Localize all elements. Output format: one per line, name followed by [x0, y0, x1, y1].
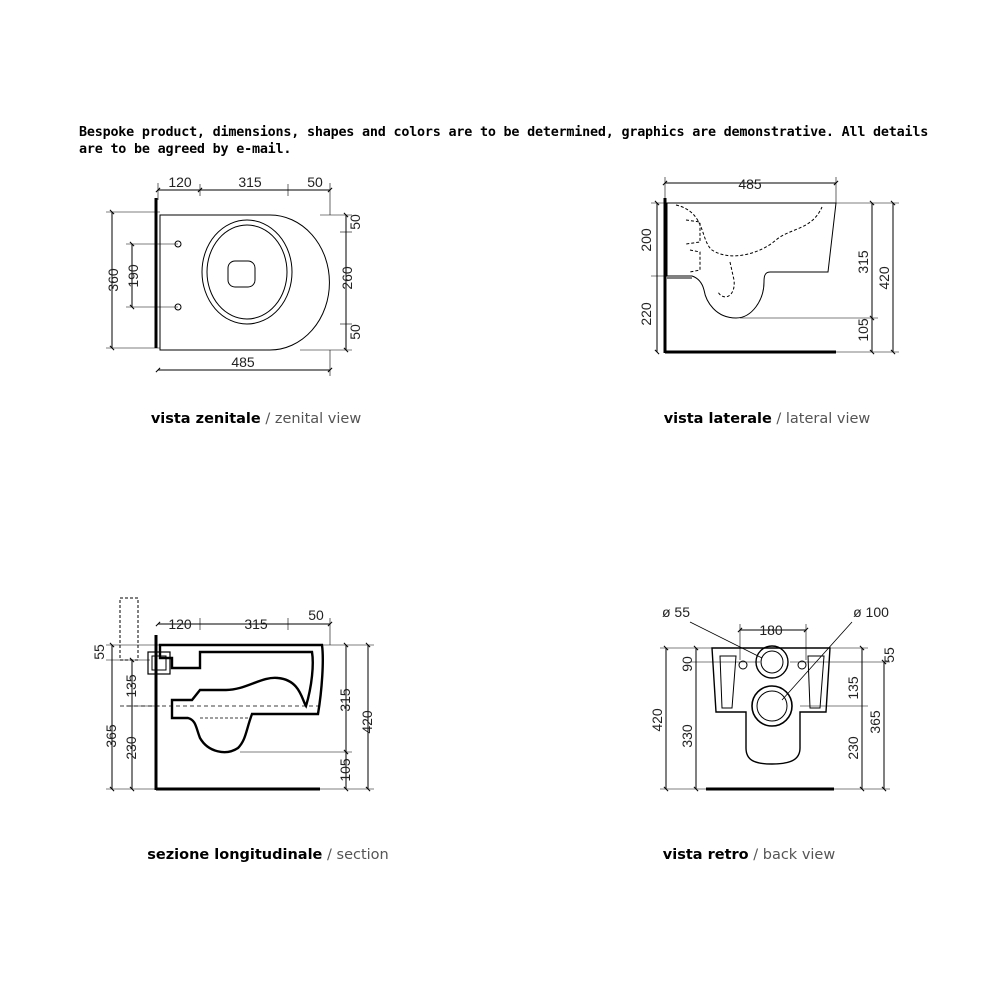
dim-back-right-a: 55	[881, 647, 897, 663]
dim-back-left-lower: 330	[679, 724, 695, 748]
caption-lateral: vista laterale / lateral view	[663, 411, 871, 427]
dim-section-top-b: 315	[244, 616, 268, 632]
section-view	[106, 598, 374, 790]
dim-section-left-b: 135	[123, 674, 139, 698]
dim-lateral-right-upper: 315	[855, 250, 871, 274]
dim-zenital-right-mid: 260	[339, 266, 355, 290]
dim-lateral-right-total: 420	[876, 266, 892, 290]
zenital-view	[106, 183, 352, 376]
dim-back-dia-right: ø 100	[853, 604, 889, 620]
dim-zenital-left-inner: 190	[125, 264, 141, 288]
dim-zenital-right-bottom: 50	[347, 324, 363, 340]
section-profile	[160, 645, 323, 752]
dim-section-right-lower: 105	[337, 758, 353, 782]
dim-back-right-b: 135	[845, 676, 861, 700]
dim-section-right-total: 420	[359, 710, 375, 734]
dim-lateral-left-lower: 220	[638, 302, 654, 326]
dim-lateral-top: 485	[738, 176, 762, 192]
dim-zenital-top-a: 120	[168, 174, 192, 190]
bowl-inner	[207, 225, 287, 319]
cistern-hidden	[120, 598, 138, 660]
leader-inlet	[690, 622, 762, 658]
bowl-hidden-line	[676, 205, 822, 256]
dim-section-left-a: 55	[91, 644, 107, 660]
dim-lateral-right-lower: 105	[855, 318, 871, 342]
slot-right	[808, 656, 824, 708]
dim-zenital-left-outer: 360	[105, 268, 121, 292]
dim-zenital-bottom: 485	[231, 354, 255, 370]
dim-back-width: 180	[759, 622, 783, 638]
dim-section-left-c: 230	[123, 736, 139, 760]
caption-back: vista retro / back view	[662, 847, 836, 863]
dim-section-left-total: 365	[103, 724, 119, 748]
drain-opening	[228, 261, 255, 287]
caption-section: sezione longitudinale / section	[147, 847, 389, 863]
leader-outlet	[782, 622, 852, 700]
slot-left	[720, 656, 736, 708]
dim-lateral-left-upper: 200	[638, 228, 654, 252]
dim-zenital-top-b: 315	[238, 174, 262, 190]
dim-section-top-c: 50	[308, 607, 324, 623]
dim-back-left-total: 420	[649, 708, 665, 732]
dim-back-left-upper: 90	[679, 656, 695, 672]
caption-zenital: vista zenitale / zenital view	[150, 411, 362, 427]
bowl-outline	[160, 215, 329, 350]
drain-outlet	[752, 686, 792, 726]
dim-back-right-total: 365	[867, 710, 883, 734]
dim-zenital-right-top: 50	[347, 214, 363, 230]
back-view	[660, 622, 890, 789]
dim-back-right-c: 230	[845, 736, 861, 760]
bowl-rim	[202, 220, 292, 324]
dim-zenital-top-c: 50	[307, 174, 323, 190]
dim-section-top-a: 120	[168, 616, 192, 632]
notice-text: Bespoke product, dimensions, shapes and colors are to be determined, graphics are demonstrative. All details are to be agreed by e-mail.	[79, 125, 929, 157]
dim-section-right-upper: 315	[337, 688, 353, 712]
bowl-profile	[667, 203, 836, 318]
dim-back-dia-left: ø 55	[661, 604, 691, 620]
